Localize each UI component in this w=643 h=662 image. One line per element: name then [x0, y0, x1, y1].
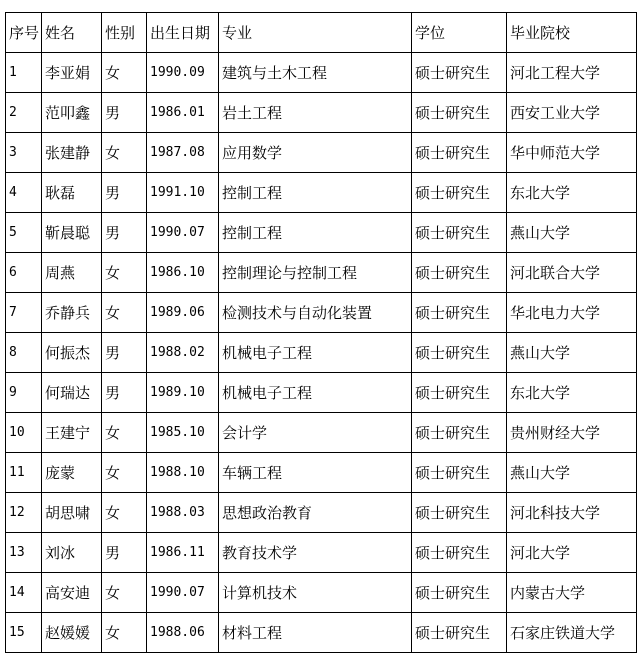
- table-row: [6, 253, 637, 293]
- cell-birth-date: 1988.03: [147, 493, 219, 533]
- table-body: [6, 53, 637, 653]
- cell-name: 赵媛媛: [42, 613, 102, 653]
- cell-school: 华北电力大学: [507, 293, 637, 333]
- cell-index: 11: [6, 453, 42, 493]
- cell-major: 岩土工程: [219, 93, 412, 133]
- header-index: 序号: [6, 13, 42, 53]
- cell-school: 河北联合大学: [507, 253, 637, 293]
- cell-gender: 女: [102, 253, 147, 293]
- cell-index: 9: [6, 373, 42, 413]
- cell-major: 控制工程: [219, 213, 412, 253]
- table-row: [6, 173, 637, 213]
- cell-name: 张建静: [42, 133, 102, 173]
- cell-index: 14: [6, 573, 42, 613]
- cell-gender: 女: [102, 53, 147, 93]
- table-row: [6, 333, 637, 373]
- cell-degree: 硕士研究生: [412, 133, 507, 173]
- cell-index: 13: [6, 533, 42, 573]
- cell-degree: 硕士研究生: [412, 613, 507, 653]
- cell-major: 应用数学: [219, 133, 412, 173]
- cell-birth-date: 1988.02: [147, 333, 219, 373]
- cell-major: 车辆工程: [219, 453, 412, 493]
- cell-major: 材料工程: [219, 613, 412, 653]
- cell-name: 乔静兵: [42, 293, 102, 333]
- cell-degree: 硕士研究生: [412, 333, 507, 373]
- cell-birth-date: 1988.10: [147, 453, 219, 493]
- cell-birth-date: 1989.06: [147, 293, 219, 333]
- cell-gender: 女: [102, 293, 147, 333]
- cell-birth-date: 1990.07: [147, 213, 219, 253]
- cell-major: 机械电子工程: [219, 373, 412, 413]
- cell-gender: 女: [102, 493, 147, 533]
- cell-degree: 硕士研究生: [412, 453, 507, 493]
- cell-major: 建筑与土木工程: [219, 53, 412, 93]
- cell-birth-date: 1988.06: [147, 613, 219, 653]
- cell-index: 4: [6, 173, 42, 213]
- cell-major: 思想政治教育: [219, 493, 412, 533]
- cell-birth-date: 1989.10: [147, 373, 219, 413]
- cell-gender: 男: [102, 533, 147, 573]
- header-birth-date: 出生日期: [147, 13, 219, 53]
- table-header-row: [6, 13, 637, 53]
- table-row: [6, 133, 637, 173]
- cell-degree: 硕士研究生: [412, 213, 507, 253]
- cell-name: 胡思啸: [42, 493, 102, 533]
- cell-birth-date: 1986.11: [147, 533, 219, 573]
- cell-degree: 硕士研究生: [412, 173, 507, 213]
- header-degree: 学位: [412, 13, 507, 53]
- table-row: [6, 453, 637, 493]
- cell-name: 周燕: [42, 253, 102, 293]
- cell-school: 燕山大学: [507, 333, 637, 373]
- cell-index: 1: [6, 53, 42, 93]
- table-row: [6, 93, 637, 133]
- cell-degree: 硕士研究生: [412, 253, 507, 293]
- cell-name: 何振杰: [42, 333, 102, 373]
- cell-school: 东北大学: [507, 173, 637, 213]
- cell-index: 6: [6, 253, 42, 293]
- cell-degree: 硕士研究生: [412, 413, 507, 453]
- cell-major: 检测技术与自动化装置: [219, 293, 412, 333]
- cell-school: 内蒙古大学: [507, 573, 637, 613]
- cell-major: 控制理论与控制工程: [219, 253, 412, 293]
- cell-degree: 硕士研究生: [412, 373, 507, 413]
- cell-degree: 硕士研究生: [412, 573, 507, 613]
- table-row: [6, 573, 637, 613]
- cell-school: 河北大学: [507, 533, 637, 573]
- graduate-roster-table: [5, 12, 637, 653]
- cell-index: 3: [6, 133, 42, 173]
- cell-degree: 硕士研究生: [412, 533, 507, 573]
- table-row: [6, 373, 637, 413]
- cell-school: 燕山大学: [507, 213, 637, 253]
- cell-index: 8: [6, 333, 42, 373]
- cell-name: 耿磊: [42, 173, 102, 213]
- cell-gender: 女: [102, 413, 147, 453]
- table-row: [6, 293, 637, 333]
- cell-index: 15: [6, 613, 42, 653]
- table-row: [6, 213, 637, 253]
- cell-gender: 男: [102, 173, 147, 213]
- cell-major: 控制工程: [219, 173, 412, 213]
- table-row: [6, 413, 637, 453]
- cell-school: 东北大学: [507, 373, 637, 413]
- cell-index: 5: [6, 213, 42, 253]
- cell-major: 教育技术学: [219, 533, 412, 573]
- cell-school: 河北工程大学: [507, 53, 637, 93]
- cell-name: 王建宁: [42, 413, 102, 453]
- cell-birth-date: 1986.10: [147, 253, 219, 293]
- cell-gender: 男: [102, 373, 147, 413]
- header-name: 姓名: [42, 13, 102, 53]
- cell-birth-date: 1985.10: [147, 413, 219, 453]
- cell-degree: 硕士研究生: [412, 493, 507, 533]
- cell-gender: 女: [102, 133, 147, 173]
- cell-degree: 硕士研究生: [412, 93, 507, 133]
- cell-index: 12: [6, 493, 42, 533]
- cell-school: 石家庄铁道大学: [507, 613, 637, 653]
- cell-birth-date: 1986.01: [147, 93, 219, 133]
- cell-name: 刘冰: [42, 533, 102, 573]
- cell-school: 燕山大学: [507, 453, 637, 493]
- cell-gender: 男: [102, 213, 147, 253]
- cell-name: 靳晨聪: [42, 213, 102, 253]
- cell-birth-date: 1990.07: [147, 573, 219, 613]
- cell-name: 范叩鑫: [42, 93, 102, 133]
- cell-birth-date: 1987.08: [147, 133, 219, 173]
- cell-index: 10: [6, 413, 42, 453]
- cell-name: 庞蒙: [42, 453, 102, 493]
- cell-name: 何瑞达: [42, 373, 102, 413]
- cell-school: 西安工业大学: [507, 93, 637, 133]
- table-row: [6, 53, 637, 93]
- cell-major: 机械电子工程: [219, 333, 412, 373]
- cell-gender: 女: [102, 573, 147, 613]
- cell-index: 2: [6, 93, 42, 133]
- cell-birth-date: 1990.09: [147, 53, 219, 93]
- cell-school: 华中师范大学: [507, 133, 637, 173]
- table-row: [6, 533, 637, 573]
- cell-major: 计算机技术: [219, 573, 412, 613]
- cell-school: 贵州财经大学: [507, 413, 637, 453]
- table-row: [6, 613, 637, 653]
- cell-gender: 女: [102, 613, 147, 653]
- cell-gender: 男: [102, 93, 147, 133]
- header-school: 毕业院校: [507, 13, 637, 53]
- cell-degree: 硕士研究生: [412, 293, 507, 333]
- header-gender: 性别: [102, 13, 147, 53]
- cell-gender: 女: [102, 453, 147, 493]
- cell-name: 李亚娟: [42, 53, 102, 93]
- cell-name: 高安迪: [42, 573, 102, 613]
- cell-major: 会计学: [219, 413, 412, 453]
- cell-birth-date: 1991.10: [147, 173, 219, 213]
- cell-school: 河北科技大学: [507, 493, 637, 533]
- header-major: 专业: [219, 13, 412, 53]
- cell-gender: 男: [102, 333, 147, 373]
- cell-degree: 硕士研究生: [412, 53, 507, 93]
- table-row: [6, 493, 637, 533]
- cell-index: 7: [6, 293, 42, 333]
